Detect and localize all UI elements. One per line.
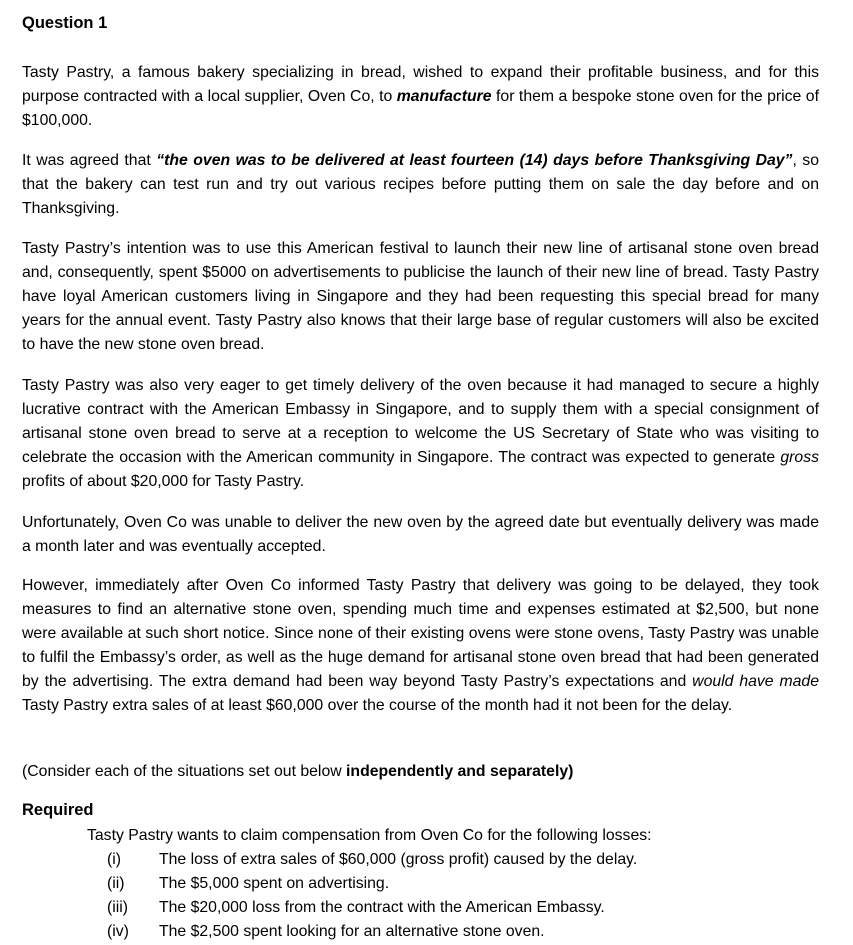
loss-list [107,848,637,944]
loss-item [107,920,637,944]
question-title: Question 1 [22,14,108,32]
paragraph-contract [22,61,819,133]
paragraph-contract-emphasis: manufacture [396,88,492,105]
paragraph-delivery-quote: “the oven was to be delivered at least fourteen (14) days before Thanksgiving Day” [156,152,793,169]
loss-item-text: The $5,000 spent on advertising. [159,875,390,892]
paragraph-embassy-emphasis: gross [780,449,819,466]
loss-item-number: (ii) [107,875,125,892]
loss-item-number: (i) [107,851,122,868]
paragraph-contract-text-a: Tasty Pastry, a famous bakery specializing in bread, wished to expand their profitable business, and for this purpose contracted with a local supplier, Oven Co, to [22,64,819,105]
paragraph-late-delivery: Unfortunately, Oven Co was unable to deliver the new oven by the agreed date but eventually delivery was made a month later and was eventually accepted. [22,514,819,555]
paragraph-delivery-text-c: , so that the bakery can test run and try out various recipes before putting them on sale the day before and on Thanksgiving. [22,152,819,217]
paragraph-intention: Tasty Pastry’s intention was to use this American festival to launch their new line of artisanal stone oven bread and, consequently, spent $5000 on advertisements to publicise the launch of their new line of bread. Tasty Pastry have loyal American customers living in Singapore and they had been requesting this special bread for many years for the annual event. Tasty Pastry also knows that their large base of regular customers will also be excited to have the new stone oven bread. [22,240,819,353]
loss-item-text: The $20,000 loss from the contract with the American Embassy. [159,899,605,916]
paragraph-embassy-contract [22,374,819,494]
paragraph-losses-text-c: Tasty Pastry extra sales of at least $60,000 over the course of the month had it not been for the delay. [22,697,733,714]
paragraph-losses-emphasis: would have made [692,673,820,690]
paragraph-delivery-term [22,149,819,221]
paragraph-instruction-text-a: (Consider each of the situations set out below [22,763,347,780]
paragraph-embassy-text-a: Tasty Pastry was also very eager to get timely delivery of the oven because it had managed to secure a highly lucrative contract with the American Embassy in Singapore, and to supply them with a special consignment of artisanal stone oven bread to serve at a reception to welcome the US Secretary of State who was visiting to celebrate the occasion with the American community in Singapore. The contract was expected to generate [22,377,819,466]
loss-item-text: The loss of extra sales of $60,000 (gross profit) caused by the delay. [159,851,638,868]
required-title: Required [22,801,94,819]
loss-item-number: (iv) [107,923,129,940]
paragraph-losses [22,574,819,718]
required-intro: Tasty Pastry wants to claim compensation from Oven Co for the following losses: [87,827,652,844]
paragraph-embassy-text-c: profits of about $20,000 for Tasty Pastry. [22,473,305,490]
loss-item [107,848,637,872]
paragraph-contract-text-c: for them a bespoke stone oven for the price of $100,000. [22,88,819,129]
loss-item-number: (iii) [107,899,129,916]
loss-item-text: The $2,500 spent looking for an alternative stone oven. [159,923,545,940]
paragraph-instruction-emphasis: independently and separately) [346,763,574,780]
paragraph-instruction [22,760,819,784]
loss-item [107,896,637,920]
paragraph-losses-text-a: However, immediately after Oven Co informed Tasty Pastry that delivery was going to be delayed, they took measures to find an alternative stone oven, spending much time and expenses estimated at $2,500, but none were available at such short notice. Since none of their existing ovens were stone ovens, Tasty Pastry was unable to fulfil the Embassy’s order, as well as the huge demand for artisanal stone oven bread that had been generated by the advertising. The extra demand had been way beyond Tasty Pastry’s expectations and [22,577,819,690]
paragraph-delivery-text-a: It was agreed that [22,152,157,169]
loss-item [107,872,637,896]
